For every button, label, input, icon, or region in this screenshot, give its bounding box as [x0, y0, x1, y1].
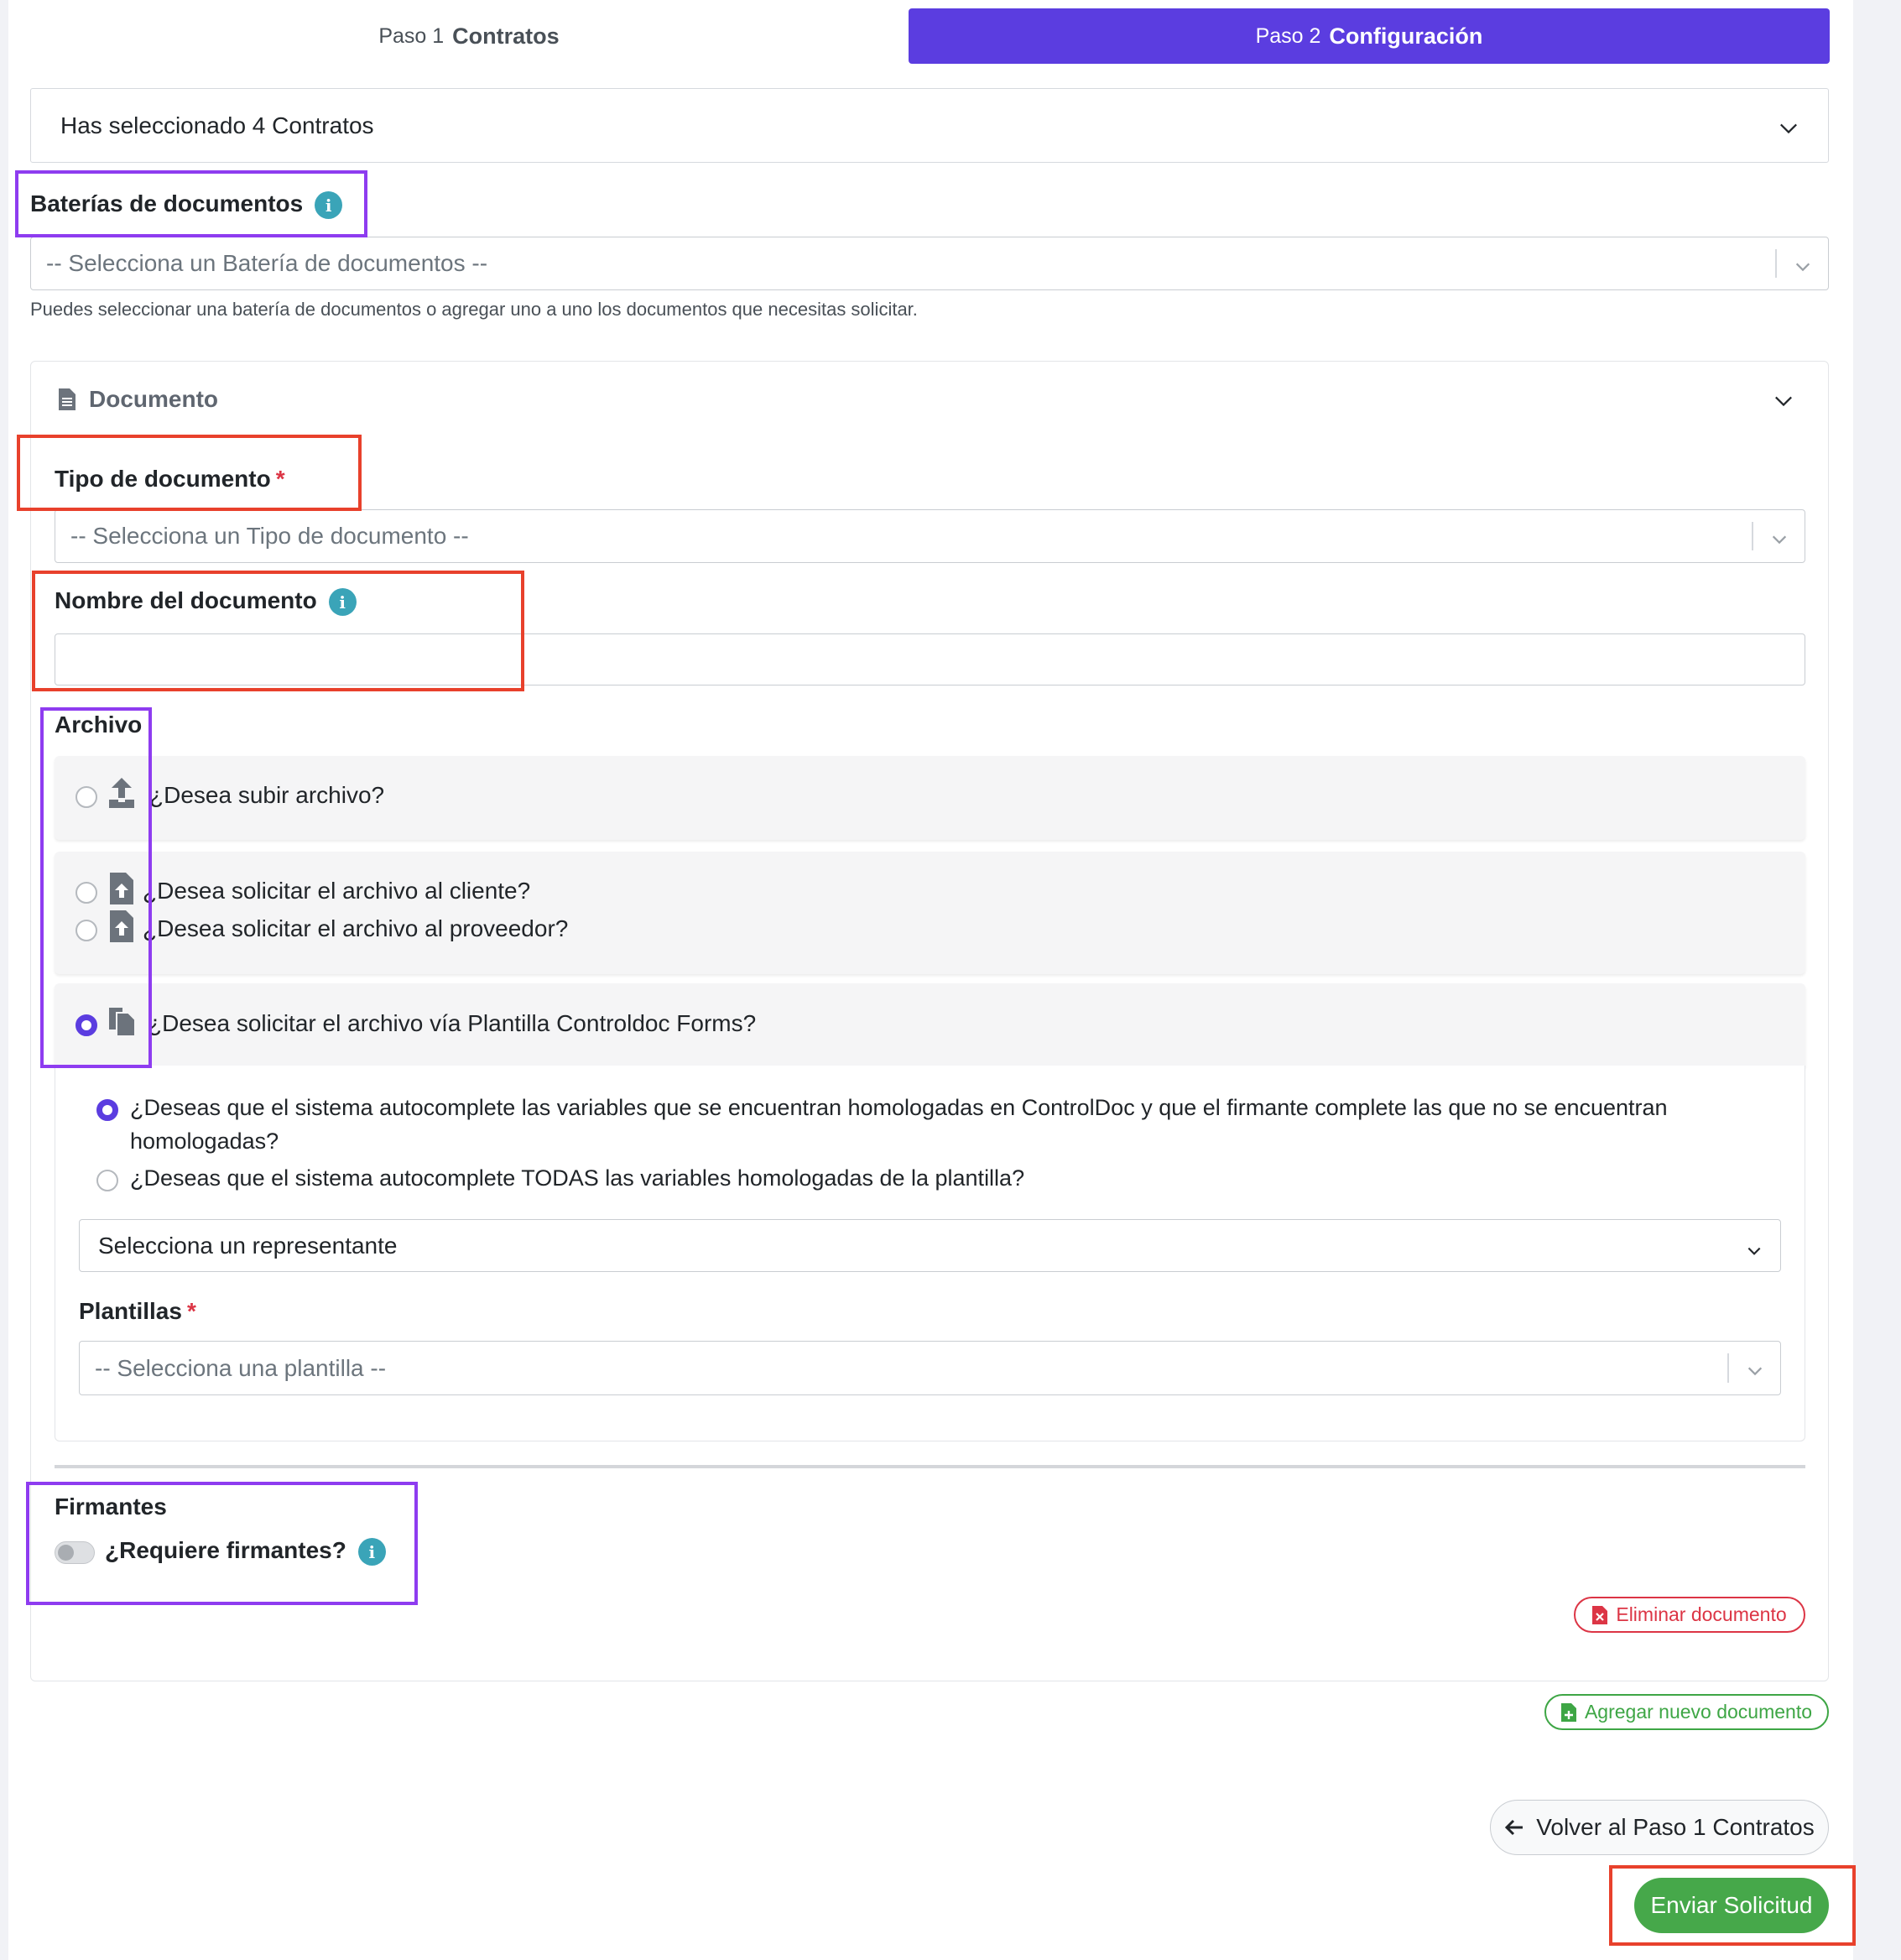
representative-placeholder: Selecciona un representante	[98, 1232, 398, 1259]
representative-select[interactable]	[79, 1219, 1781, 1272]
select-separator	[1775, 249, 1777, 278]
option-provider-label: ¿Desea solicitar el archivo al proveedor?	[143, 915, 569, 941]
autocomplete-partial-label: ¿Deseas que el sistema autocomplete las variables que se encuentran homologadas en ControlDoc y que el firmante complete las que no se encuentran homologadas?	[130, 1095, 1668, 1154]
step-number: Paso 2	[1255, 23, 1321, 48]
contracts-accordion[interactable]	[30, 88, 1829, 163]
document-type-label	[55, 466, 285, 493]
document-name-label	[55, 587, 357, 616]
back-button[interactable]	[1490, 1800, 1829, 1855]
step-number: Paso 1	[378, 23, 445, 48]
chevron-down-icon[interactable]	[1794, 255, 1812, 274]
file-upload-icon	[107, 910, 136, 942]
info-icon[interactable]: i	[315, 191, 342, 219]
add-document-button[interactable]	[1544, 1694, 1829, 1730]
chevron-down-icon[interactable]	[1770, 528, 1789, 546]
option-upload-label: ¿Desea subir archivo?	[149, 782, 385, 808]
select-separator	[1727, 1353, 1729, 1383]
step-title: Configuración	[1329, 23, 1483, 49]
document-title-text: Documento	[89, 386, 218, 412]
batteries-label	[30, 190, 342, 219]
copy-icon	[107, 1004, 136, 1036]
chevron-down-icon[interactable]	[1746, 1359, 1764, 1378]
document-name-input[interactable]	[55, 633, 1805, 685]
option-client-label: ¿Desea solicitar el archivo al cliente?	[143, 878, 531, 904]
step-configuracion[interactable]	[909, 8, 1830, 64]
document-type-label-text: Tipo de documento	[55, 466, 271, 492]
document-name-label-text: Nombre del documento	[55, 587, 317, 613]
file-upload-icon	[107, 873, 136, 904]
contracts-summary: Has seleccionado 4 Contratos	[60, 112, 374, 138]
batteries-select[interactable]	[30, 237, 1829, 290]
divider	[55, 1465, 1805, 1468]
batteries-label-text: Baterías de documentos	[30, 190, 304, 216]
upload-icon	[107, 776, 136, 808]
document-type-placeholder: -- Selecciona un Tipo de documento --	[70, 523, 469, 549]
signers-label: Firmantes	[55, 1493, 167, 1520]
chevron-down-icon[interactable]	[1774, 392, 1793, 410]
document-type-select[interactable]	[55, 509, 1805, 563]
batteries-hint: Puedes seleccionar una batería de documentos o agregar uno a uno los documentos que necesitas solicitar.	[30, 299, 918, 320]
info-icon[interactable]: i	[329, 588, 357, 616]
back-button-label: Volver al Paso 1 Contratos	[1536, 1814, 1815, 1840]
add-document-label: Agregar nuevo documento	[1584, 1701, 1813, 1723]
batteries-placeholder: -- Selecciona un Batería de documentos --	[46, 250, 488, 276]
templates-placeholder: -- Selecciona una plantilla --	[95, 1354, 387, 1381]
option-template-label: ¿Desea solicitar el archivo vía Plantilla Controldoc Forms?	[148, 1010, 757, 1036]
page-edge	[0, 0, 8, 1960]
autocomplete-all-label: ¿Deseas que el sistema autocomplete TODAS las variables homologadas de la plantilla?	[130, 1165, 1025, 1191]
radio-template-forms[interactable]	[76, 1014, 97, 1036]
required-mark: *	[275, 466, 285, 492]
option-box-request	[55, 852, 1805, 974]
radio-autocomplete-all[interactable]	[96, 1170, 118, 1191]
document-icon	[59, 388, 76, 410]
file-delete-icon	[1592, 1606, 1607, 1624]
signers-question	[105, 1537, 386, 1566]
document-title[interactable]	[59, 386, 218, 413]
templates-label	[79, 1298, 196, 1325]
templates-label-text: Plantillas	[79, 1298, 182, 1324]
signers-toggle[interactable]	[55, 1541, 95, 1564]
chevron-down-icon[interactable]	[1746, 1238, 1763, 1255]
select-separator	[1752, 522, 1753, 550]
radio-upload-file[interactable]	[76, 786, 97, 808]
step-contratos[interactable]	[30, 8, 908, 64]
arrow-left-icon	[1504, 1817, 1524, 1838]
file-label: Archivo	[55, 712, 143, 738]
step-title: Contratos	[452, 23, 560, 49]
radio-request-client[interactable]	[76, 882, 97, 904]
file-add-icon	[1561, 1703, 1576, 1722]
radio-request-provider[interactable]	[76, 920, 97, 941]
signers-question-text: ¿Requiere firmantes?	[105, 1537, 346, 1563]
templates-select[interactable]	[79, 1341, 1781, 1395]
required-mark: *	[186, 1298, 196, 1324]
submit-request-button[interactable]: Enviar Solicitud	[1634, 1878, 1829, 1933]
delete-document-label: Eliminar documento	[1616, 1603, 1787, 1625]
delete-document-button[interactable]	[1574, 1597, 1805, 1633]
info-icon[interactable]: i	[358, 1538, 386, 1566]
radio-autocomplete-partial[interactable]	[96, 1099, 118, 1121]
page-edge	[1853, 0, 1901, 1960]
chevron-down-icon[interactable]	[1779, 117, 1798, 135]
